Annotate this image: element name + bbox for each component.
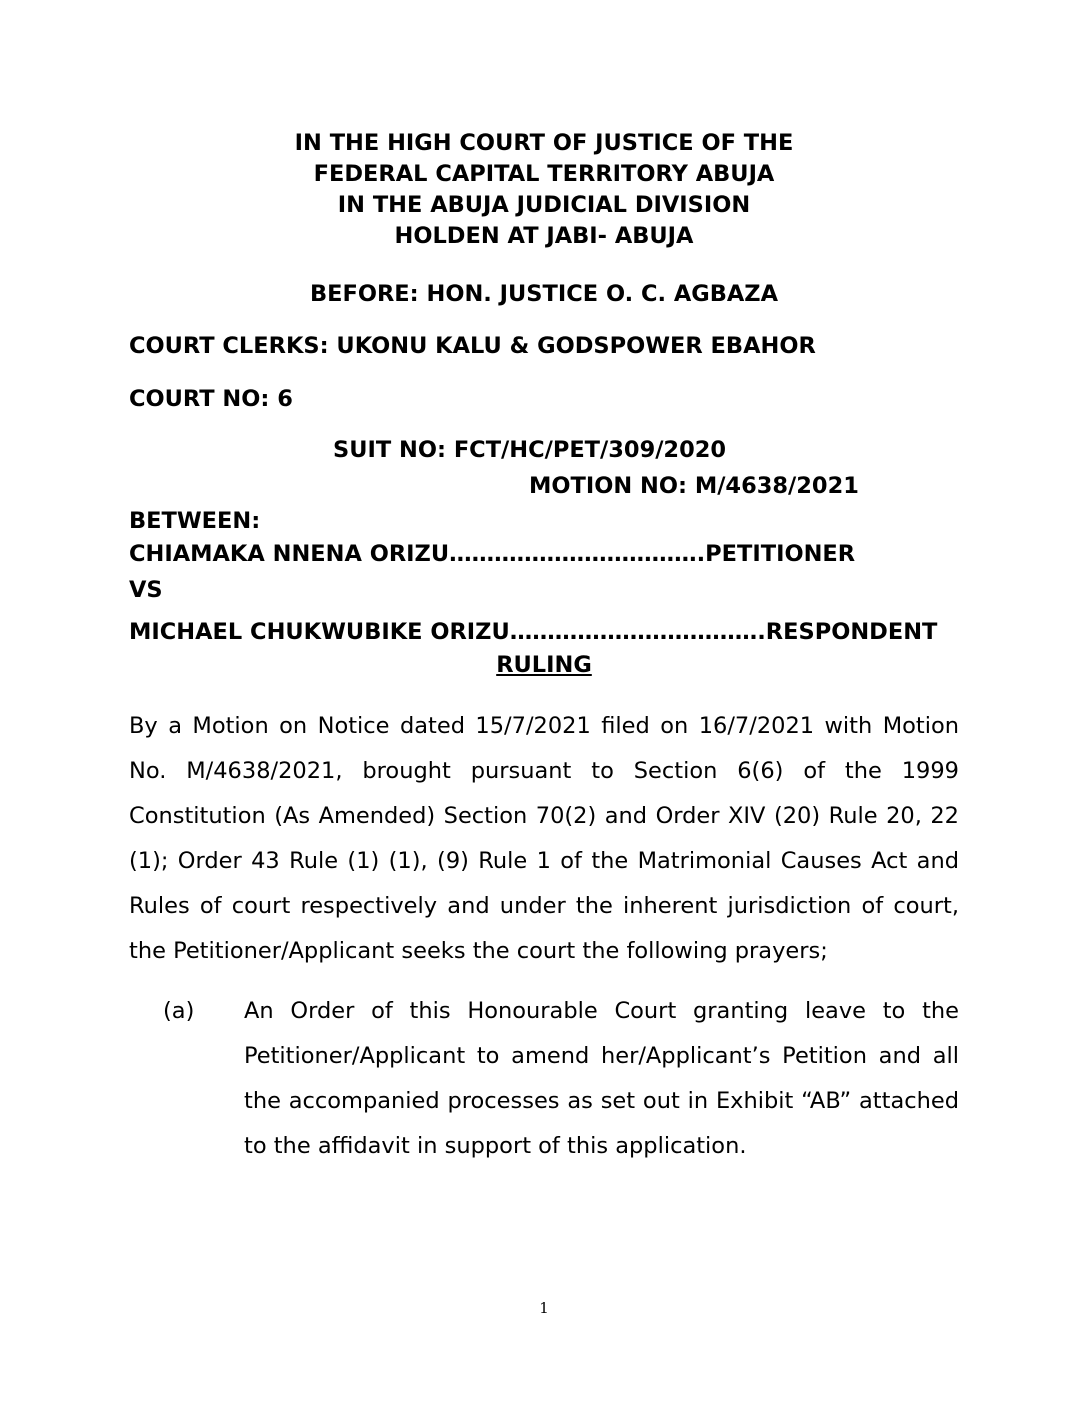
between-label: BETWEEN: <box>129 508 261 534</box>
motion-number: MOTION NO: M/4638/2021 <box>529 473 859 499</box>
body-paragraph: By a Motion on Notice dated 15/7/2021 filed on 16/7/2021 with Motion No. M/4638/2021, brought pursuant to Section 6(6) of the 1999 Constitution (As Amended) Section 70(2) and Order XIV (20) Rule 20, 22 (1); Order 43 Rule (1) (1), (9) Rule 1 of the Matrimonial Causes Act and Rules of court respectively and under the inherent jurisdiction of court, the Petitioner/Applicant seeks the court the following prayers; <box>129 713 959 964</box>
versus-label: VS <box>129 577 163 603</box>
page-number: 1 <box>539 1299 549 1317</box>
prayer-marker: (a) <box>163 998 195 1024</box>
prayer-item <box>129 989 959 1169</box>
court-clerks: COURT CLERKS: UKONU KALU & GODSPOWER EBAHOR <box>129 333 816 359</box>
ruling-heading <box>0 652 1088 678</box>
court-header-line: IN THE HIGH COURT OF JUSTICE OF THE <box>294 130 794 156</box>
court-header-line: IN THE ABUJA JUDICIAL DIVISION <box>337 192 751 218</box>
suit-number: SUIT NO: FCT/HC/PET/309/2020 <box>333 437 727 463</box>
party-petitioner: CHIAMAKA NNENA ORIZU…………………………….PETITIONER <box>129 541 856 567</box>
court-header-line: FEDERAL CAPITAL TERRITORY ABUJA <box>313 161 775 187</box>
prayer-text: An Order of this Honourable Court granting leave to the Petitioner/Applicant to amend her/Applicant’s Petition and all the accompanied processes as set out in Exhibit “AB” attached to the affidavit in support of this application. <box>244 998 959 1159</box>
court-header-line: HOLDEN AT JABI- ABUJA <box>394 223 694 249</box>
ruling-heading-text: RULING <box>496 652 592 678</box>
court-header <box>0 128 1088 252</box>
before-judge: BEFORE: HON. JUSTICE O. C. AGBAZA <box>309 281 779 307</box>
court-number: COURT NO: 6 <box>129 386 293 412</box>
party-respondent: MICHAEL CHUKWUBIKE ORIZU…………………………….RESPONDENT <box>129 619 938 645</box>
